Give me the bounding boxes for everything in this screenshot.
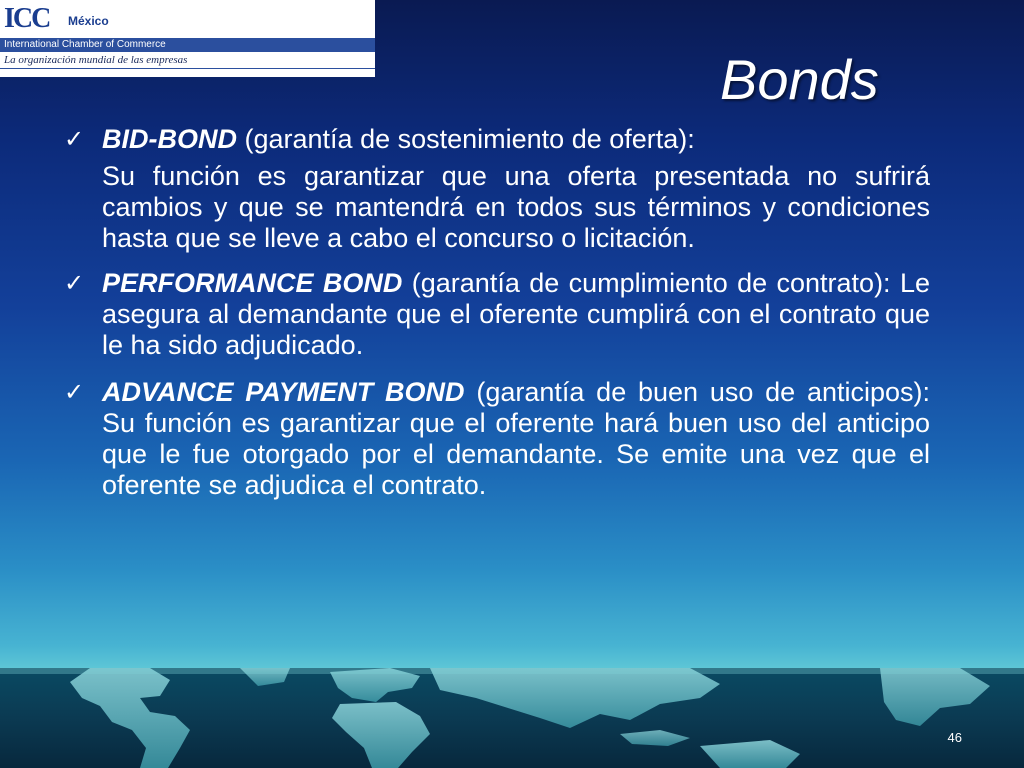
check-icon: ✓ (64, 126, 85, 153)
logo-bar (0, 38, 375, 52)
logo-tagline: La organización mundial de las empresas (4, 54, 188, 66)
check-icon: ✓ (64, 270, 85, 297)
bullet-text: (garantía de buen uso de anticipos): Su función es garantizar que el oferente hará buen uso del anticipo que le fue otorgado por el demandante. Se emite una vez que el oferente se adjudica el contrato. (102, 377, 930, 500)
page-number: 46 (947, 730, 962, 745)
bullet-list (64, 124, 930, 501)
bullet-term: PERFORMANCE BOND (102, 268, 403, 298)
icc-logo (0, 0, 375, 77)
slide-title: Bonds (720, 48, 879, 111)
logo-country: México (68, 14, 109, 28)
logo-divider (0, 68, 375, 69)
bullet-advance-payment-bond (64, 377, 930, 501)
icc-logo-mark: ICC (4, 3, 50, 34)
bullet-text: (garantía de cumplimiento de contrato): Le asegura al demandante que el oferente cumplirá con el contrato que le ha sido adjudicado. (102, 268, 930, 360)
world-map-icon (0, 668, 1024, 768)
check-icon: ✓ (64, 379, 85, 406)
logo-organization: International Chamber of Commerce (4, 39, 166, 50)
bullet-performance-bond (64, 268, 930, 361)
bullet-term: ADVANCE PAYMENT BOND (102, 377, 465, 407)
bullet-text: (garantía de sostenimiento de oferta): (237, 124, 695, 154)
bullet-body: Su función es garantizar que una oferta presentada no sufrirá cambios y que se mantendrá en todos sus términos y condiciones hasta que se lleve a cabo el concurso o licitación. (102, 161, 930, 253)
world-map-footer (0, 668, 1024, 768)
bullet-term: BID-BOND (102, 124, 237, 154)
bullet-bid-bond (64, 124, 930, 254)
